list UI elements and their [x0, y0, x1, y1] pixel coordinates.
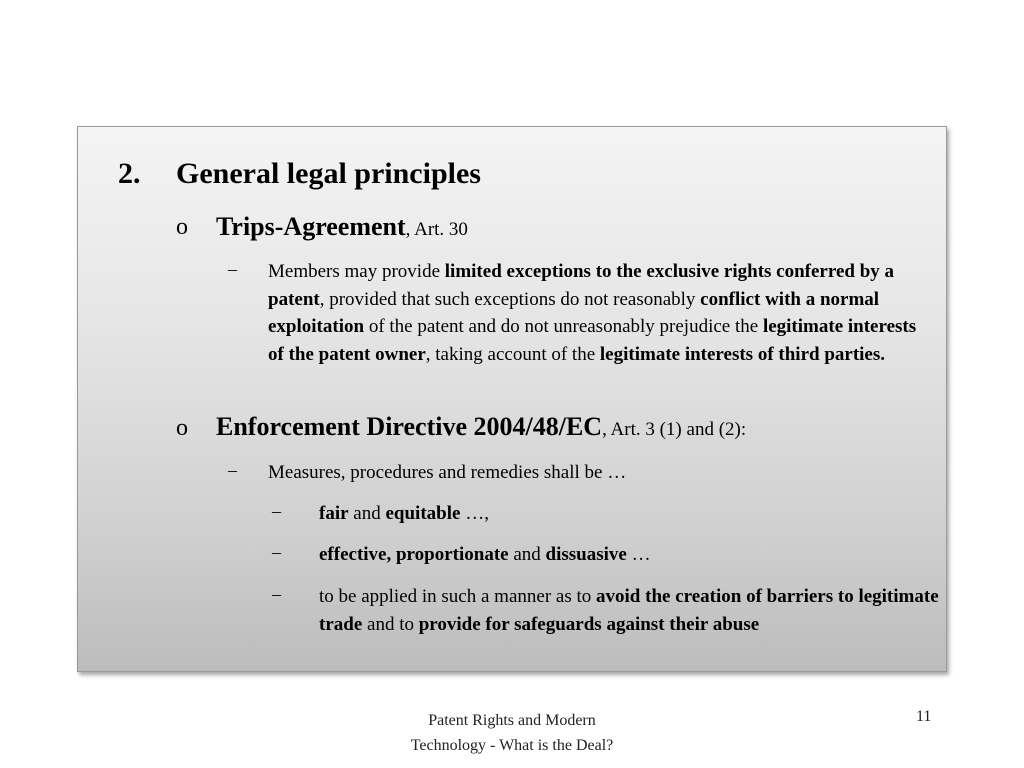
directive-heading [216, 412, 746, 442]
item-1-bold-2: equitable [385, 503, 461, 524]
directive-dash: – [228, 460, 237, 480]
item-1-text [319, 500, 929, 528]
section-heading [118, 156, 481, 192]
item-3-bold-2: provide for safeguards against their abuse [418, 613, 760, 635]
bullet-directive: o [176, 415, 188, 441]
item-2-text-1: and [508, 544, 546, 565]
bullet-trips: o [176, 214, 188, 240]
directive-ref: , Art. 3 (1) and (2): [602, 419, 747, 440]
directive-intro: Measures, procedures and remedies shall be … [268, 462, 627, 483]
trips-ref: , Art. 30 [405, 219, 468, 240]
trips-name: Trips-Agreement [216, 212, 406, 241]
trips-text-2: , provided that such exceptions do not reasonably [319, 288, 701, 310]
trips-bold-2: conflict with a normal exploitation [268, 288, 880, 337]
item-2-dash: – [272, 542, 281, 562]
item-3-bold-1: avoid the creation of barriers to legitimate trade [319, 586, 939, 635]
item-3-dash: – [272, 584, 281, 604]
trips-bold-1: limited exceptions to the exclusive rights conferred by a patent [268, 261, 895, 310]
trips-paragraph [268, 258, 936, 368]
item-1-text-1: and [348, 503, 386, 524]
item-2-bold-2: dissuasive [545, 544, 627, 565]
trips-dash: – [228, 259, 237, 279]
item-1-bold-1: fair [319, 503, 349, 524]
item-3-text-0: to be applied in such a manner as to [319, 586, 597, 607]
trips-bold-3: legitimate interests of the patent owner [268, 316, 917, 365]
trips-bold-4: legitimate interests of third parties. [599, 343, 886, 365]
page-number: 11 [916, 708, 932, 725]
section-number: 2. [118, 157, 141, 190]
trips-text-1: Members may provide [268, 261, 445, 282]
item-2-bold-1: effective, proportionate [319, 544, 509, 565]
trips-heading [216, 212, 468, 242]
item-1-dash: – [272, 501, 281, 521]
trips-text-4: , taking account of the [425, 343, 600, 365]
item-1-text-2: …, [460, 503, 489, 524]
footer-line-1: Patent Rights and Modern [428, 712, 596, 729]
item-3-text-1: and to [362, 613, 419, 635]
footer-line-2: Technology - What is the Deal? [410, 737, 614, 754]
item-2-text-2: … [626, 544, 651, 565]
directive-name: Enforcement Directive 2004/48/EC [216, 412, 603, 441]
trips-text-3: of the patent and do not unreasonably prejudice the [364, 316, 763, 337]
footer-title [362, 708, 662, 758]
section-title: General legal principles [176, 157, 481, 190]
item-2-text [319, 541, 929, 569]
item-3-text [319, 583, 939, 638]
